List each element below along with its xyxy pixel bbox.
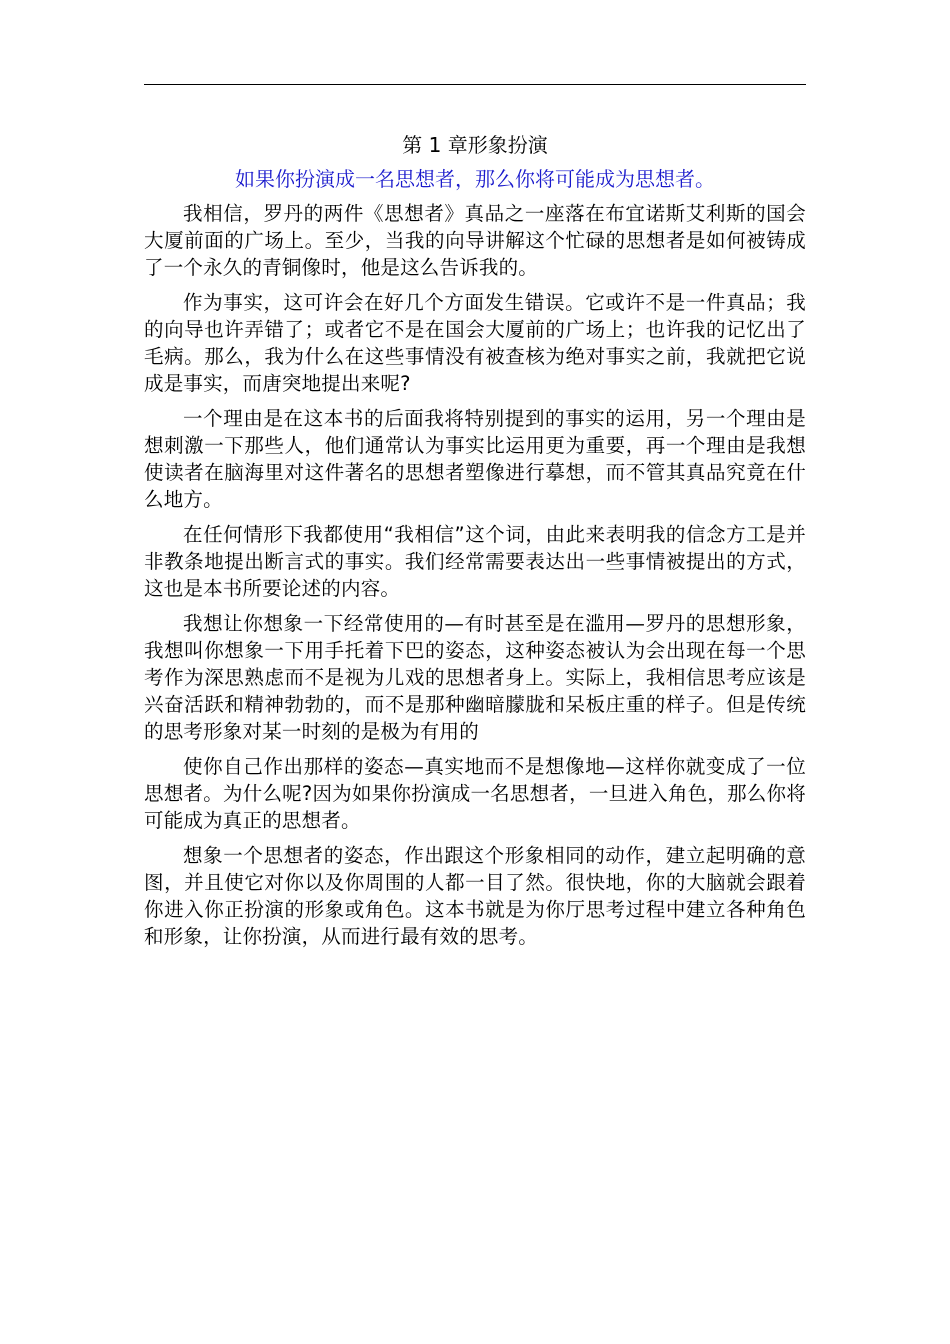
paragraph: 作为事实，这可许会在好几个方面发生错误。它或许不是一件真品；我的向导也许弄错了；或者它不是在国会大厦前的广场上；也许我的记忆出了毛病。那么，我为什么在这些事情没有被查核为绝对事实之前，我就把它说成是事实，而唐突地提出来呢? xyxy=(144,291,806,395)
paragraph: 我想让你想象一下经常使用的—有时甚至是在滥用—罗丹的思想形象，我想叫你想象一下用手托着下巴的姿态，这种姿态被认为会出现在每一个思考作为深思熟虑而不是视为儿戏的思想者身上。实际上，我相信思考应该是兴奋活跃和精神勃勃的，而不是那种幽暗朦胧和呆板庄重的样子。但是传统的思考形象对某一时刻的是极为有用的 xyxy=(144,612,806,743)
paragraph: 想象一个思想者的姿态，作出跟这个形象相同的动作，建立起明确的意图，并且使它对你以及你周围的人都一目了然。很快地，你的大脑就会跟着你进入你正扮演的形象或角色。这本书就是为你厅思考过程中建立各种角色和形象，让你扮演，从而进行最有效的思考。 xyxy=(144,844,806,948)
paragraph: 我相信，罗丹的两件《思想者》真品之一座落在布宜诺斯艾利斯的国会大厦前面的广场上。至少，当我的向导讲解这个忙碌的思想者是如何被铸成了一个永久的青铜像时，他是这么告诉我的。 xyxy=(144,202,806,279)
header-rule xyxy=(144,84,806,85)
body-text xyxy=(144,200,806,958)
paragraph: 一个理由是在这本书的后面我将特别提到的事实的运用，另一个理由是想刺激一下那些人，他们通常认为事实比运用更为重要，再一个理由是我想使读者在脑海里对这件著名的思想者塑像进行摹想，而不管其真品究竟在什么地方。 xyxy=(144,407,806,511)
chapter-subtitle: 如果你扮演成一名思想者，那么你将可能成为思想者。 xyxy=(235,167,715,191)
chapter-title: 第 1 章形象扮演 xyxy=(402,133,548,157)
paragraph: 在任何情形下我都使用“我相信”这个词，由此来表明我的信念方工是并非教条地提出断言式的事实。我们经常需要表达出一些事情被提出的方式，这也是本书所要论述的内容。 xyxy=(144,523,806,600)
paragraph: 使你自己作出那样的姿态—真实地而不是想像地—这样你就变成了一位思想者。为什么呢?因为如果你扮演成一名思想者，一旦进入角色，那么你将可能成为真正的思想者。 xyxy=(144,755,806,832)
